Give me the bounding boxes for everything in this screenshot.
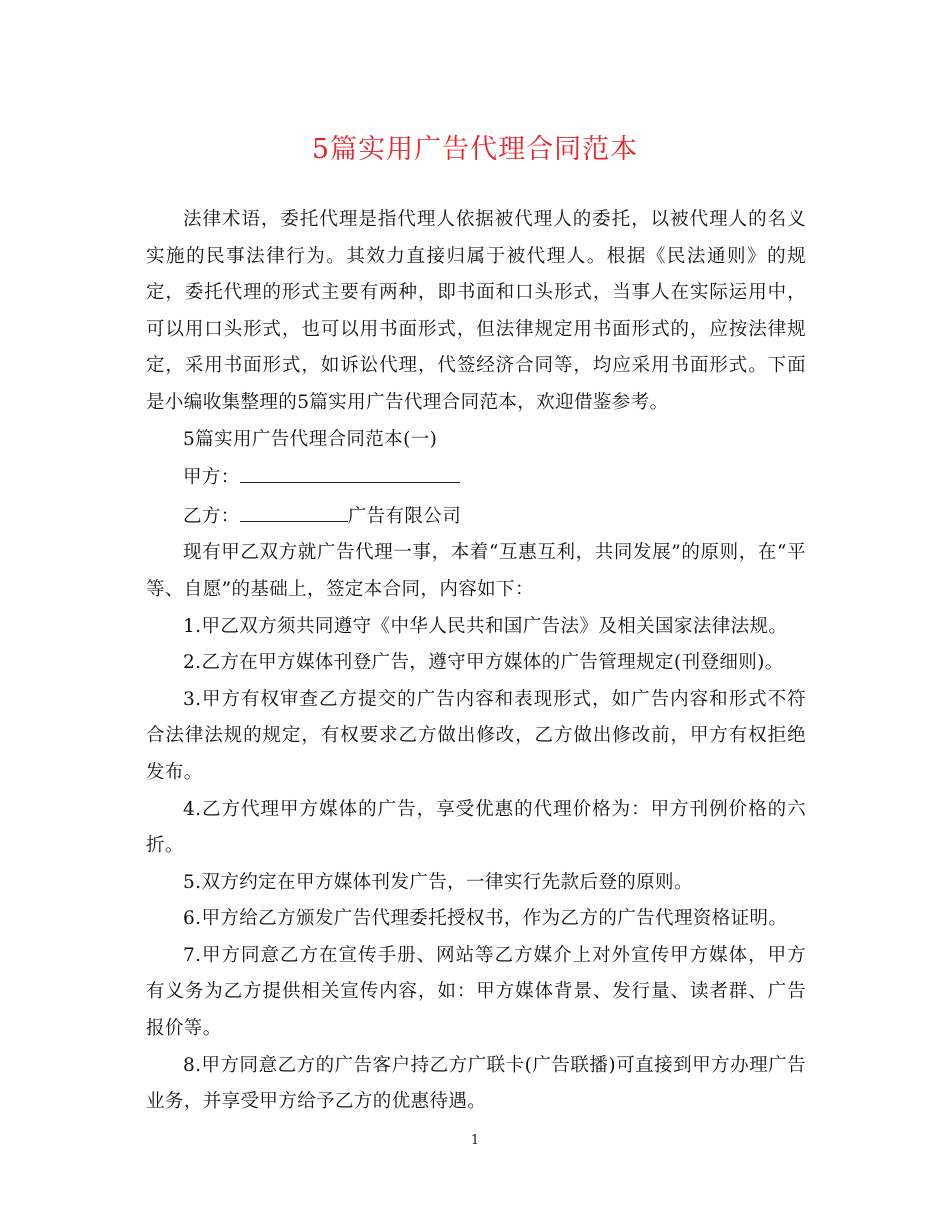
clause-paragraph: 8.甲方同意乙方的广告客户持乙方广联卡(广告联播)可直接到甲方办理广告业务，并享受甲方给予乙方的优惠待遇。 bbox=[146, 1054, 806, 1113]
clause-paragraph: 5.双方约定在甲方媒体刊发广告，一律实行先款后登的原则。 bbox=[183, 871, 693, 893]
document-body bbox=[146, 202, 806, 1121]
clause-paragraph: 6.甲方给乙方颁发广告代理委托授权书，作为乙方的广告代理资格证明。 bbox=[183, 908, 788, 930]
clause-paragraph: 7.甲方同意乙方在宣传手册、网站等乙方媒介上对外宣传甲方媒体，甲方有义务为乙方提供相关宣传内容，如：甲方媒体背景、发行量、读者群、广告报价等。 bbox=[146, 944, 806, 1040]
clause-paragraph: 1.甲乙双方须共同遵守《中华人民共和国广告法》及相关国家法律法规。 bbox=[183, 615, 788, 637]
intro-paragraph: 法律术语，委托代理是指代理人依据被代理人的委托，以被代理人的名义实施的民事法律行为。其效力直接归属于被代理人。根据《民法通则》的规定，委托代理的形式主要有两种，即书面和口头形式，当事人在实际运用中，可以用口头形式，也可以用书面形式，但法律规定用书面形式的，应按法律规定，采用书面形式，如诉讼代理，代签经济合同等，均应采用书面形式。下面是小编收集整理的5篇实用广告代理合同范本，欢迎借鉴参考。 bbox=[146, 209, 806, 413]
party-b-suffix: 广告有限公司 bbox=[347, 505, 462, 527]
clause-paragraph: 3.甲方有权审查乙方提交的广告内容和表现形式，如广告内容和形式不符合法律法规的规定，有权要求乙方做出修改，乙方做出修改前，甲方有权拒绝发布。 bbox=[146, 688, 806, 783]
preamble-paragraph: 现有甲乙双方就广告代理一事，本着“互惠互利，共同发展”的原则，在“平等、自愿”的基础上，签定本合同，内容如下： bbox=[146, 542, 806, 600]
party-b-label: 乙方： bbox=[183, 505, 240, 527]
party-a-line bbox=[146, 458, 806, 497]
section-heading: 5篇实用广告代理合同范本(一) bbox=[183, 428, 438, 450]
page-number: 1 bbox=[470, 1133, 480, 1148]
party-b-line bbox=[146, 497, 806, 536]
party-a-blank bbox=[240, 458, 460, 483]
document-title: 5篇实用广告代理合同范本 bbox=[311, 134, 639, 165]
clause-paragraph: 4.乙方代理甲方媒体的广告，享受优惠的代理价格为：甲方刊例价格的六折。 bbox=[146, 798, 806, 857]
party-b-blank bbox=[240, 497, 348, 522]
party-a-label: 甲方： bbox=[183, 467, 240, 489]
clause-paragraph: 2.乙方在甲方媒体刊登广告，遵守甲方媒体的广告管理规定(刊登细则)。 bbox=[183, 652, 784, 674]
